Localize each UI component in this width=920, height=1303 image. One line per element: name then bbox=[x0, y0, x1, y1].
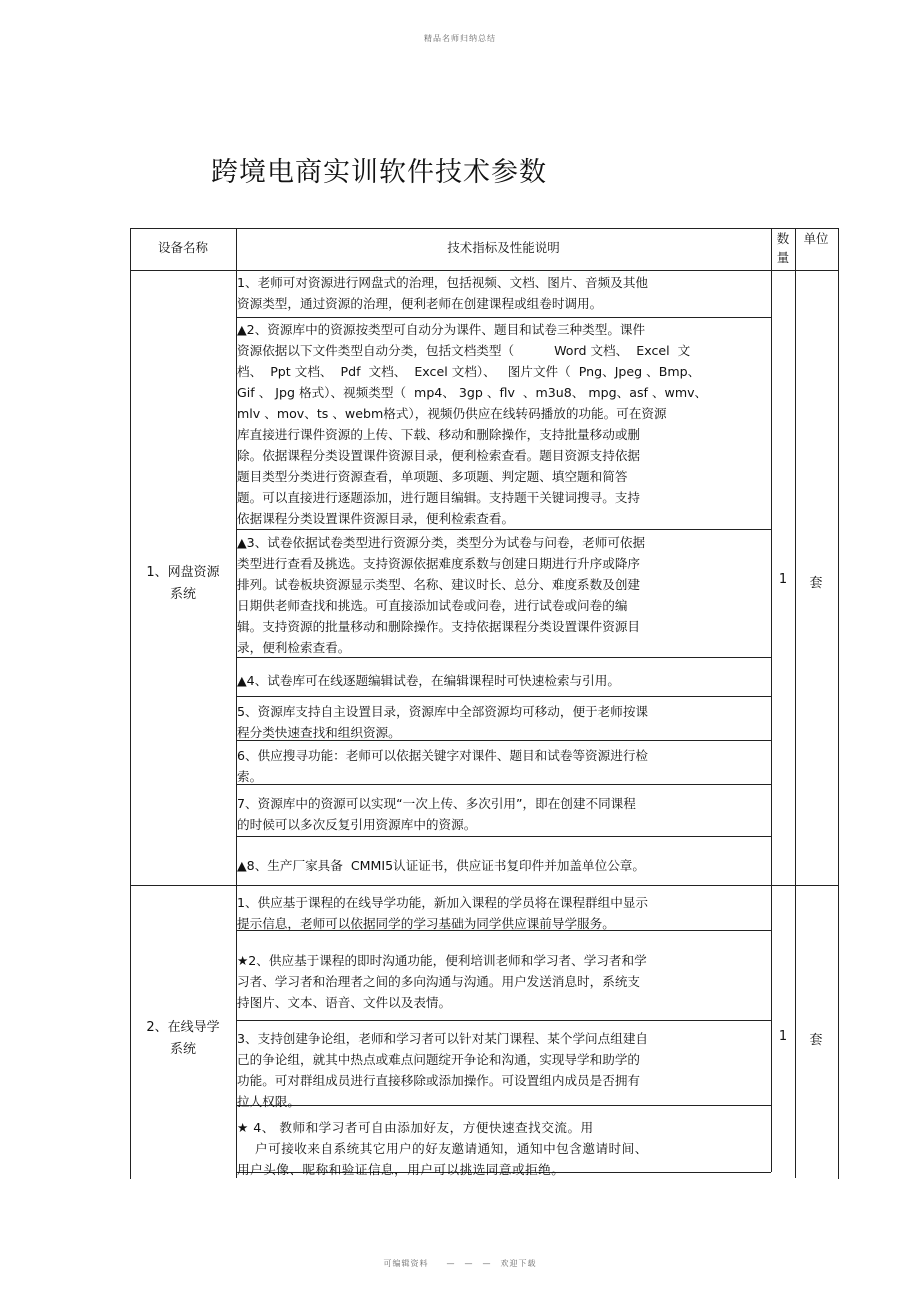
spec-item: ▲3、试卷依据试卷类型进行资源分类，类型分为试卷与问卷，老师可依据 类型进行查看及挑选。支持资源依据难度系数与创建日期进行升序或降序 排列。试卷板块资源显示类型、名称、建议时长、总分、难度系数及创建 日期供老师查找和挑选。可直接添加试卷或问卷，进行试卷或问卷的编 辑。支持资源的批量移动和删除操作。支持依据课程分类设置课件资源目 录，便利检索查看。 bbox=[237, 535, 646, 655]
row-divider bbox=[130, 270, 838, 271]
page-footer-note: 可编辑资料 — — — 欢迎下载 bbox=[383, 1259, 537, 1268]
spec-item: 5、资源库支持自主设置目录，资源库中全部资源均可移动，便于老师按课 程分类快速查找和组织资源。 bbox=[237, 704, 649, 740]
spec-item: ★ 4、 教师和学习者可自由添加好友，方便快速查找交流。用 户可接收来自系统其它用户的好友邀请通知，通知中包含邀请时间、 用户头像、昵称和验证信息，用户可以挑选同意或拒绝。 bbox=[237, 1120, 648, 1177]
item-divider bbox=[236, 836, 771, 837]
spec-item: 3、支持创建争论组，老师和学习者可以针对某门课程、某个学问点组建自 己的争论组，就其中热点或难点问题绽开争论和沟通，实现导学和助学的 功能。可对群组成员进行直接移除或添加操作。可设置组内成员是否拥有 拉人权限。 bbox=[237, 1031, 649, 1109]
page-header-note: 精品名师归纳总结 bbox=[424, 34, 496, 43]
spec-item: ▲8、生产厂家具备 CMMI5认证证书，供应证书复印件并加盖单位公章。 bbox=[237, 858, 645, 873]
header-quantity: 数 量 bbox=[776, 231, 790, 265]
spec-item: 6、供应搜寻功能：老师可以依据关键字对课件、题目和试卷等资源进行检 索。 bbox=[237, 748, 649, 784]
spec-item: 7、资源库中的资源可以实现“一次上传、多次引用”，即在创建不同课程 的时候可以多次反复引用资源库中的资源。 bbox=[237, 796, 636, 832]
item-divider bbox=[236, 529, 771, 530]
item-divider bbox=[236, 696, 771, 697]
header-device-name: 设备名称 bbox=[157, 240, 208, 255]
spec-item: ★2、供应基于课程的即时沟通功能，便利培训老师和学习者、学习者和学 习者、学习者和治理者之间的多向沟通与沟通。用户发送消息时，系统支 持图片、文本、语音、文件以及表情。 bbox=[237, 953, 647, 1010]
section-quantity: 1 bbox=[778, 572, 788, 587]
spec-item: 1、供应基于课程的在线导学功能，新加入课程的学员将在课程群组中显示 提示信息，老师可以依据同学的学习基础为同学供应课前导学服务。 bbox=[237, 895, 649, 931]
spec-item: 1、老师可对资源进行网盘式的治理，包括视频、文档、图片、音频及其他 资源类型，通过资源的治理，便利老师在创建课程或组卷时调用。 bbox=[237, 275, 649, 311]
section-name: 1、网盘资源 系统 bbox=[146, 565, 220, 602]
page-title: 跨境电商实训软件技术参数 bbox=[211, 157, 547, 188]
section-unit: 套 bbox=[809, 1033, 823, 1048]
header-unit: 单位 bbox=[803, 231, 829, 246]
item-divider bbox=[236, 1020, 771, 1021]
row-divider bbox=[130, 885, 838, 886]
spec-item: ▲4、试卷库可在线逐题编辑试卷，在编辑课程时可快速检索与引用。 bbox=[237, 673, 620, 688]
section-unit: 套 bbox=[809, 576, 823, 591]
section-quantity: 1 bbox=[778, 1029, 788, 1044]
spec-item: ▲2、资源库中的资源按类型可自动分为课件、题目和试卷三种类型。课件 资源依据以下文件类型自动分类，包括文档类型（ Word 文档、 Excel 文 档、 Ppt 文档、 Pdf 文档、 Excel 文档）、 图片文件（ Png、Jpeg 、Bmp、 Gif 、 Jpg 格式）、视频类型（ mp4、 3gp 、flv 、m3u8、 mpg、asf 、wmv、 mlv 、mov、ts 、webm格式），视频仍供应在线转码播放的功能。可在资源 库直接进行课件资源的上传、下载、移动和删除操作，支持批量移动或删 除。依据课程分类设置课件资源目录，便利检索查看。题目资源支持依据 题目类型分类进行资源查看，单项题、多项题、判定题、填空题和简答 题。可以直接进行逐题添加，进行题目编辑。支持题干关键词搜寻。支持 依据课程分类设置课件资源目录，便利检索查看。 bbox=[237, 322, 708, 526]
section-name: 2、在线导学 系统 bbox=[146, 1020, 220, 1057]
header-spec: 技术指标及性能说明 bbox=[447, 240, 560, 255]
item-divider bbox=[236, 317, 771, 318]
